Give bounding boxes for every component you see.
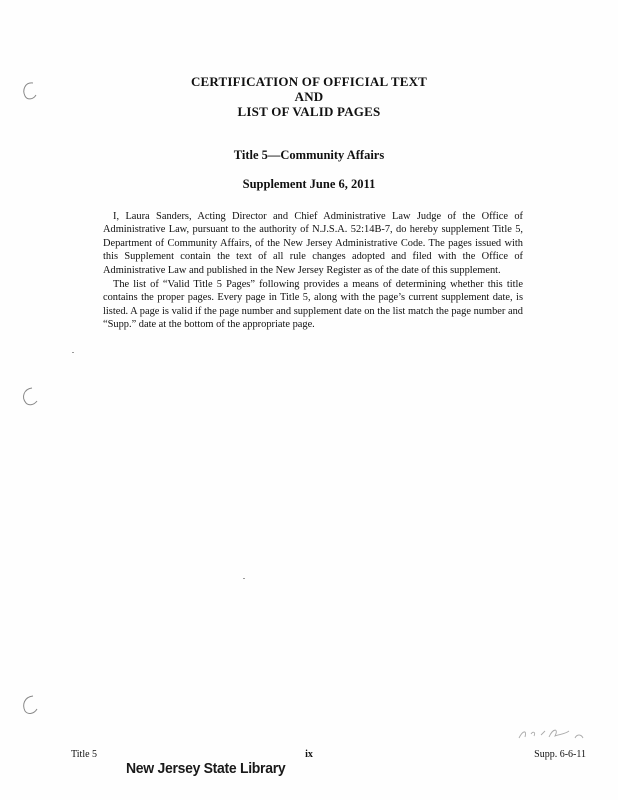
footer-page-number: ix [305,749,313,760]
footer-supplement-date: Supp. 6-6-11 [534,749,586,760]
valid-pages-paragraph: The list of “Valid Title 5 Pages” following provides a means of determining whether this title contains the proper pages. Every page in Title 5, along with the page’s current supplement date, is listed. A page is valid if the page number and supplement date on the list match the page number and “Supp.” date at the bottom of the appropriate page. [103,279,523,331]
hole-punch-mark [19,694,41,716]
scan-speck [243,578,245,579]
heading-and: AND [294,89,324,104]
heading-valid-pages: LIST OF VALID PAGES [237,104,381,119]
footer-title: Title 5 [71,749,98,760]
title-heading: Title 5—Community Affairs [233,148,385,162]
hole-punch-mark [19,386,41,408]
scan-speck [72,352,74,353]
supplement-date-heading: Supplement June 6, 2011 [242,177,376,191]
certification-paragraph: I, Laura Sanders, Acting Director and Chief Administrative Law Judge of the Office of Administrative Law, pursuant to the authority of N.J.S.A. 52:14B-7, do hereby supplement Title 5, Department of Community Affairs, of the New Jersey Administrative Code. The pages issued with this Supplement contain the text of all rule changes adopted and filed with the Office of Administrative Law and published in the New Jersey Register as of the date of this supplement. [103,211,523,276]
handwritten-initials [515,722,587,744]
library-stamp: New Jersey State Library [126,759,286,777]
heading-certification: CERTIFICATION OF OFFICIAL TEXT [190,74,428,89]
